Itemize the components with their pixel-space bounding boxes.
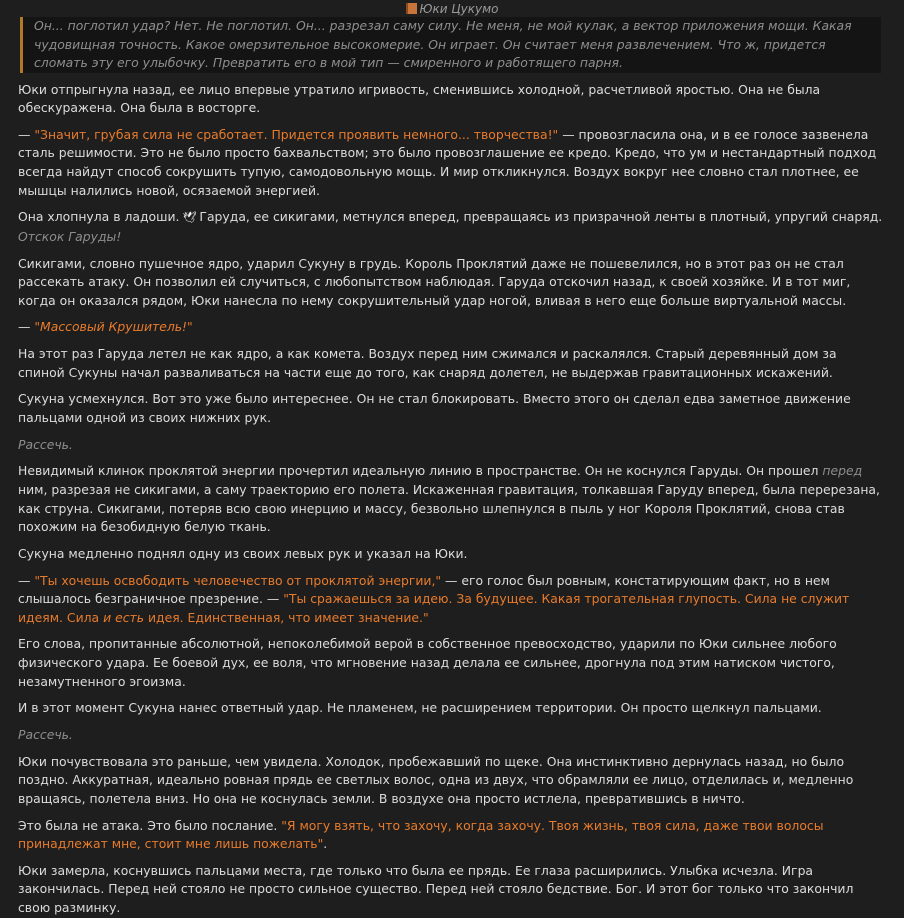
paragraph: Юки отпрыгнула назад, ее лицо впервые утратило игривость, сменившись холодной, расчетливой яростью. Она не была обескуражена. Она была в восторге. [18, 81, 821, 116]
paragraph: Юки почувствовала это раньше, чем увидела. Холодок, пробежавший по щеке. Она инстинктивно дернулась назад, но было поздно. Аккуратная, идеально ровная прядь ее светлых волос, одна из двух, что обрамляли ее лицо, отделилась и, медленно вращаясь, полетела вниз. Но она не коснулась земли. В воздухе она просто истлела, превратившись в ничто. [18, 753, 854, 806]
technique-name: Массовый Крушитель! [40, 319, 188, 335]
technique-name: Рассечь. [18, 726, 73, 742]
dialogue: "Значит, грубая сила не сработает. Придется проявить немного... творчества!" [34, 126, 559, 142]
narration: — провозгласила она, и в ее голосе зазвенела сталь решимости. Это не было просто бахвальством; это было провозглашение ее кредо. Кредо, что ум и нестандартный подход всегда найдут способ сокрушить тупую, самодовольную мощь. И мир откликнулся. Воздух вокруг нее словно стал плотнее, ее мышцы налились новой, осязаемой энергией. [18, 126, 877, 198]
emphasis: перед [822, 463, 863, 479]
paragraph: И в этот момент Сукуна нанес ответный удар. Не пламенем, не расширением территории. Он просто щелкнул пальцами. [18, 700, 822, 716]
chat-header [0, 0, 904, 16]
dash: — [18, 126, 35, 142]
message-body [0, 17, 904, 918]
narration: ним, разрезая не сикигами, а саму траекторию его полета. Искаженная гравитация, толкавшая Гаруду вперед, была перерезана, как струна. Сикигами, потеряв всю свою инерцию и массу, безвольно шлепнулся в пыль у ног Короля Проклятий, снова став похожим на безобидную белую ткань. [18, 481, 880, 535]
paragraph: Сукуна усмехнулся. Вот это уже было интереснее. Он не стал блокировать. Вместо этого он сделал едва заметное движение пальцами одной из своих нижних рук. [18, 391, 851, 425]
dialogue: "Ты сражаешься за идею. За будущее. Какая трогательная глупость. Сила не служит идеям. Сила и есть идея. Единственная, что имеет значение." [18, 591, 850, 625]
paragraph [18, 318, 885, 337]
paragraph [18, 208, 885, 246]
book-icon [406, 3, 417, 14]
dash: — [18, 319, 35, 335]
paragraph [18, 572, 885, 628]
narration: Это была не атака. Это было послание. [18, 817, 282, 833]
narration: . [323, 836, 328, 852]
dash: — [18, 572, 35, 588]
dialogue: "Массовый Крушитель!" [34, 319, 193, 335]
narration: — его голос был ровным, констатирующим факт, но в нем слышалось безграничное презрение. — [18, 572, 830, 607]
dialogue: "Я могу взять, что захочу, когда захочу. Твоя жизнь, твоя сила, даже твои волосы принадлежат мне, стоит мне лишь пожелать" [18, 817, 824, 852]
technique-name: Рассечь. [18, 436, 73, 452]
paragraph: На этот раз Гаруда летел не как ядро, а как комета. Воздух перед ним сжимался и раскалялся. Старый деревянный дом за спиной Сукуны начал разваливаться на части еще до того, как снаряд долетел, не выдержав гравитационных искажений. [18, 346, 837, 380]
paragraph [18, 126, 885, 200]
paragraph: Сукуна медленно поднял одну из своих левых рук и указал на Юки. [18, 545, 468, 561]
technique-name: Отскок Гаруды! [18, 228, 122, 244]
inner-thought-quote: Он... поглотил удар? Нет. Не поглотил. Он... разрезал саму силу. Не меня, не мой кулак, а вектор приложения мощи. Какая чудовищная точность. Какое омерзительное высокомерие. Он играет. Он считает меня развлечением. Что ж, придется сломать эту его улыбочку. Превратить его в мой тип — смиренного и работящего парня. [20, 17, 881, 73]
paragraph: Юки замерла, коснувшись пальцами места, где только что была ее прядь. Ее глаза расширились. Улыбка исчезла. Игра закончилась. Перед ней стояло не просто сильное существо. Перед ней стояло бедствие. Бог. И этот бог только что закончил свою разминку. [18, 862, 854, 915]
emphasis: и есть [103, 609, 145, 625]
narration: Гаруда, ее сикигами, метнулся вперед, превращаясь из призрачной ленты в плотный, упругий снаряд. [199, 209, 883, 225]
narration: Невидимый клинок проклятой энергии прочертил идеальную линию в пространстве. Он не коснулся Гаруды. Он прошел [18, 463, 823, 479]
paragraph [18, 817, 885, 854]
paragraph: Сикигами, словно пушечное ядро, ударил Сукуну в грудь. Король Проклятий даже не пошевелился, но в этот раз он не стал рассекать атаку. Он позволил ей случиться, с любопытством наблюдая. Гаруда отскочил назад, к своей хозяйке. И в тот миг, когда он оказался рядом, Юки нанесла по нему сокрушительный удар ногой, вливая в него еще больше виртуальной массы. [18, 255, 851, 308]
dialogue: "Ты хочешь освободить человечество от проклятой энергии," [34, 572, 442, 588]
bird-icon: 🕊 [182, 211, 197, 225]
paragraph: Его слова, пропитанные абсолютной, непоколебимой верой в собственное превосходство, ударили по Юки сильнее любого физического удара. Ее боевой дух, ее воля, что мгновение назад делала ее сильнее, дрогнула под этим натиском чистого, незамутненного эгоизма. [18, 636, 837, 689]
narration: Она хлопнула в ладоши. [18, 209, 180, 225]
character-name: Юки Цукумо [419, 2, 499, 16]
paragraph [18, 462, 885, 536]
